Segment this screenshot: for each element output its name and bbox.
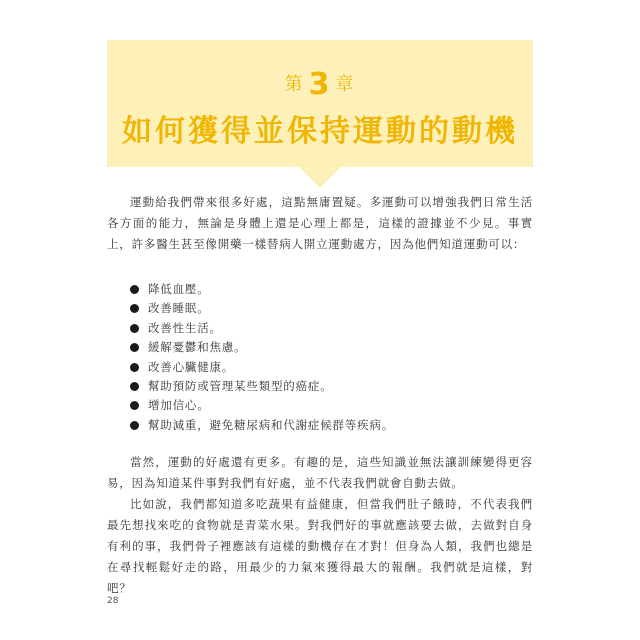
list-item-text: 改善性生活。	[148, 320, 222, 335]
body-paragraph: 比如說，我們都知道多吃蔬果有益健康，但當我們肚子餓時，不代表我們最先想找來吃的食物就是青菜水果。對我們好的事就應該要去做，去做對自身有利的事，我們骨子裡應該有這樣的動機存在才對！但身為人類，我們也總是在尋找輕鬆好走的路，用最少的力氣來獲得最大的報酬。我們就是這樣，對吧？	[107, 497, 533, 595]
bullet-icon	[130, 421, 139, 430]
bullet-icon	[130, 382, 139, 391]
bullet-icon	[130, 324, 139, 333]
list-item	[130, 299, 530, 318]
chapter-title: 如何獲得並保持運動的動機	[122, 114, 518, 149]
list-item	[130, 396, 530, 415]
list-item-text: 幫助預防或管理某些類型的癌症。	[148, 378, 333, 393]
bullet-icon	[130, 285, 139, 294]
list-item-text: 緩解憂鬱和焦慮。	[148, 340, 247, 355]
list-item	[130, 358, 530, 377]
list-item-text: 降低血壓。	[148, 282, 210, 296]
banner-notch	[298, 166, 342, 188]
chapter-number	[0, 67, 640, 102]
bullet-icon	[130, 363, 139, 372]
list-item	[130, 319, 530, 338]
page-number: 28	[107, 596, 119, 606]
chapter-suffix: 章	[335, 74, 356, 95]
list-item-text: 改善睡眠。	[148, 301, 210, 316]
list-item-text: 增加信心。	[148, 398, 210, 413]
bullet-icon	[130, 304, 139, 313]
intro-paragraph: 運動給我們帶來很多好處，這點無庸置疑。多運動可以增強我們日常生活各方面的能力，無論是身體上還是心理上都是，這樣的證據並不少見。事實上，許多醫生甚至像開藥一樣替病人開立運動處方，因為他們知道運動可以：	[107, 195, 533, 251]
list-item	[130, 416, 530, 435]
benefits-list	[130, 280, 530, 435]
list-item-text: 改善心臟健康。	[148, 359, 235, 374]
list-item	[130, 338, 530, 357]
chapter-prefix: 第	[284, 74, 305, 95]
bullet-icon	[130, 401, 139, 410]
list-item	[130, 377, 530, 396]
list-item-text: 幫助減重，避免糖尿病和代謝症候群等疾病。	[148, 417, 394, 432]
chapter-number-value: 3	[308, 67, 332, 102]
body-paragraph: 當然，運動的好處還有更多。有趣的是，這些知識並無法讓訓練變得更容易，因為知道某件事對我們有好處，並不代表我們就會自動去做。	[107, 455, 533, 490]
bullet-icon	[130, 343, 139, 352]
list-item	[130, 280, 530, 299]
